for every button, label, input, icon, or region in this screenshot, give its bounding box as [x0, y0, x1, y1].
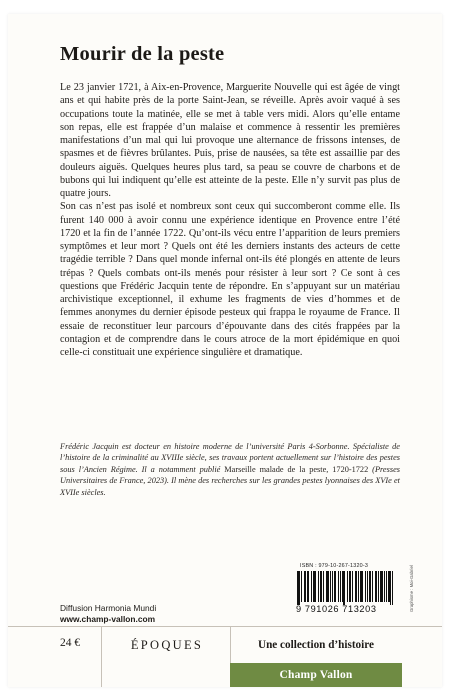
- distributor-label: Diffusion Harmonia Mundi: [60, 603, 157, 613]
- barcode-number: 9 791026 713203: [296, 604, 377, 614]
- price: 24 €: [60, 637, 81, 649]
- series-name: ÉPOQUES: [130, 637, 204, 652]
- distribution-block: [60, 603, 156, 625]
- publisher-website: www.champ-vallon.com: [60, 614, 156, 624]
- publisher-band: [230, 663, 402, 687]
- isbn-label: ISBN : 979-10-267-1320-3: [300, 563, 369, 569]
- collection-tagline: Une collection d’histoire: [257, 639, 374, 651]
- graphic-credit: Graphisme : Moi-Gabriel: [409, 565, 414, 612]
- blurb: [60, 81, 400, 359]
- publisher-name: Champ Vallon: [279, 669, 353, 681]
- book-title: Mourir de la peste: [60, 43, 225, 65]
- author-bio: [60, 441, 400, 498]
- blurb-paragraph-1: Le 23 janvier 1721, à Aix-en-Provence, Marguerite Nouvelle qui est âgée de vingt ans et qui habite près de la porte Saint-Jean, se réveille. Après avoir vaqué à ses occupations toute la matinée, elle se met à table vers midi. Alors qu’elle entame son repas, elle est frappée d’un malaise et commence à ressentir les premières manifestations d’un mal qui lui provoque une alternance de frissons intenses, de spasmes et de fièvres brûlantes. Puis, prise de nausées, sa tête est assaillie par des douleurs aiguës. Quelques heures plus tard, sa peau se couvre de charbons et de bubons qui lui indiquent qu’elle est atteinte de la peste. Elle n’y survit pas plus de quatre jours.: [60, 82, 400, 199]
- blurb-paragraph-2: Son cas n’est pas isolé et nombreux sont ceux qui succomberont comme elle. Ils furent 140 000 à avoir connu une expérience identique en Provence entre l’été 1720 et la fin de l’année 1722. Qu’ont-ils vécu entre l’apparition de leurs premiers symptômes et leur mort ? Quels ont été les derniers instants des acteurs de cette tragédie terrible ? Dans quel monde infernal ont-ils été plongés en attente de leurs trépas ? Quels combats ont-ils menés pour résister à leur sort ? Ce sont à ces questions que Frédéric Jacquin tente de répondre. En s’appuyant sur un matériau archivistique exceptionnel, il exhume les fragments de vies d’hommes et de femmes anonymes du dernier épisode pesteux qui frappa le royaume de France. Il essaie de reconstituer leur parcours d’épouvante dans des cités frappées par la contagion et de comprendre dans le cours atroce de la mort épidémique en quoi celle-ci constituait une expérience singulière et dramatique.: [60, 201, 400, 358]
- author-bio-book-title: Marseille malade de la peste, 1720-1722: [224, 464, 369, 474]
- barcode-icon: [296, 571, 396, 605]
- barcode-block: [296, 563, 400, 625]
- author-bio-text-1: Frédéric Jacquin est docteur en histoire moderne de l’université Paris 4-Sorbonne. Spécialiste de l’histoire de la criminalité au XVIIIe siècle, ses travaux portent actuellement sur l’histoire des pestes sous l’Ancien Régime. Il a notamment publié: [60, 442, 400, 474]
- author-bio-text-2: (Presses Universitaires de France, 2023). Il mène des recherches sur les grandes pestes lyonnaises des XVIe et XVIIe siècles.: [60, 464, 400, 497]
- footer-separator: [101, 626, 102, 687]
